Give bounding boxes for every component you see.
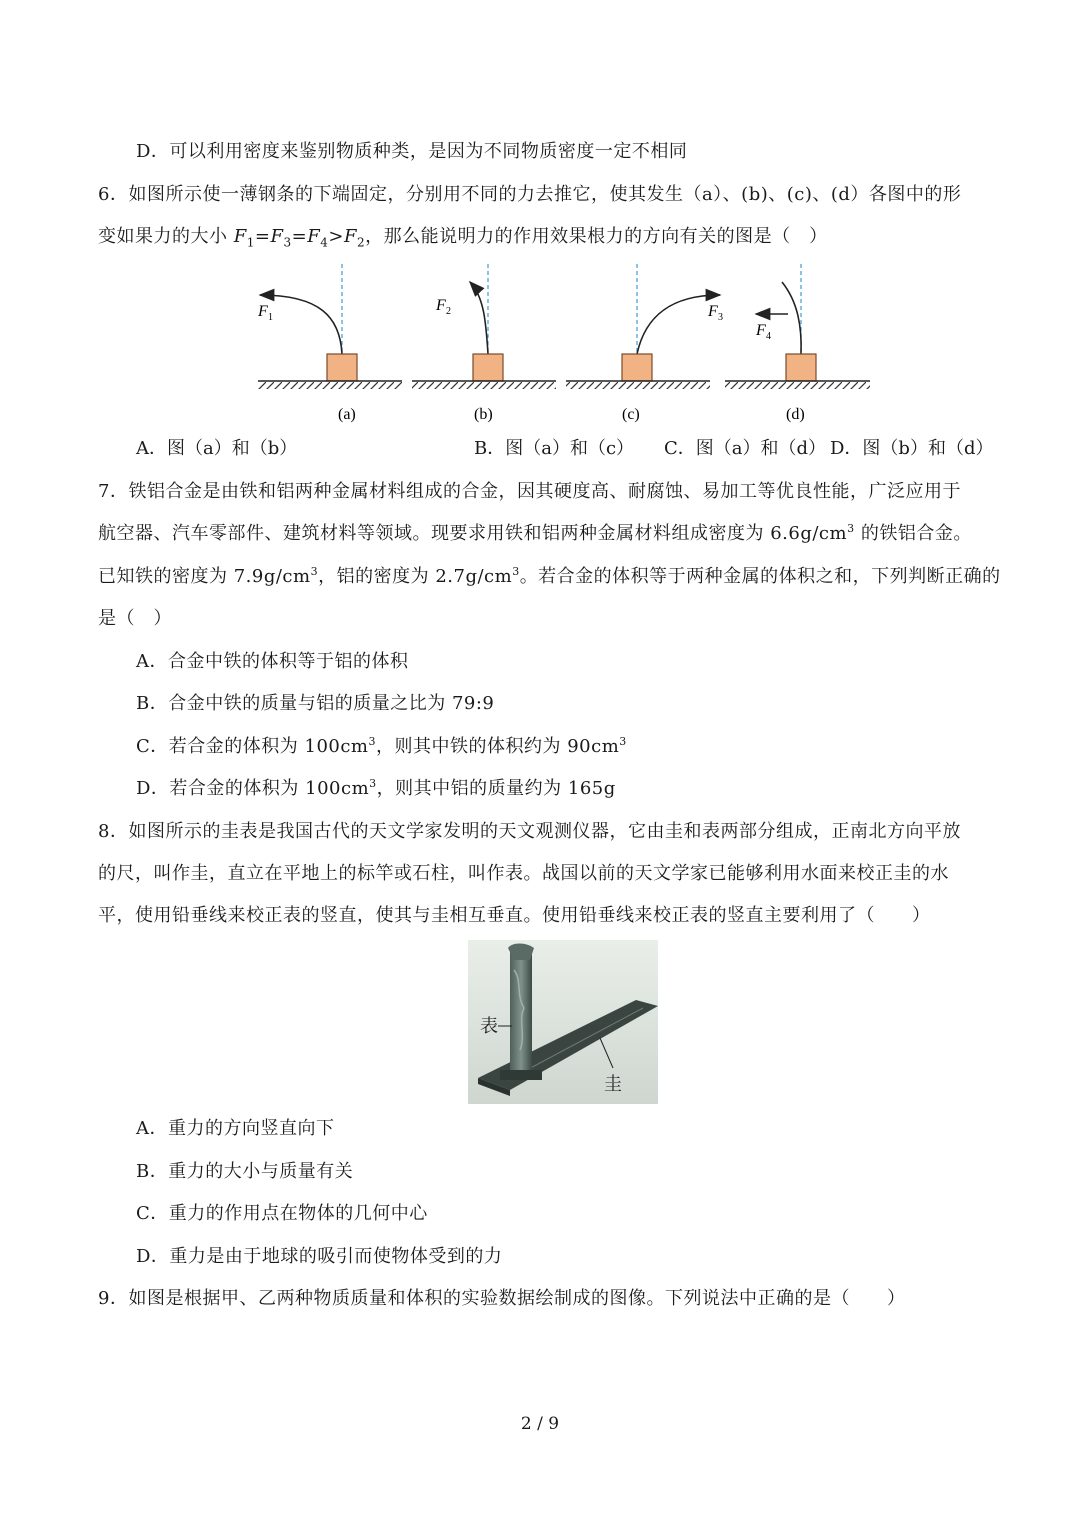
q8-option-a: A．重力的方向竖直向下 xyxy=(136,1118,335,1139)
force-label-f2: F xyxy=(436,297,446,314)
force-f1-arrow xyxy=(260,295,342,354)
q8-option-d: D．重力是由于地球的吸引而使物体受到的力 xyxy=(136,1246,503,1267)
force-label-f1: F xyxy=(258,303,268,320)
q7-option-b: B．合金中铁的质量与铝的质量之比为 79:9 xyxy=(136,693,495,714)
q7-option-d: D．若合金的体积为 $100cm^3$，则其中铝的质量约为 165g xyxy=(136,777,616,799)
q7-option-a: A．合金中铁的体积等于铝的体积 xyxy=(136,651,409,672)
q7-stem-line1: 7．铁铝合金是由铁和铝两种金属材料组成的合金，因其硬度高、耐腐蚀、易加工等优良性能，广泛应用于 xyxy=(98,481,961,502)
q8-stem-line1: 8．如图所示的圭表是我国古代的天文学家发明的天文观测仪器，它由圭和表两部分组成，正南北方向平放 xyxy=(98,821,961,842)
q6-option-d: D．图（b）和（d） xyxy=(830,438,994,459)
panel-a xyxy=(257,264,402,423)
q7-stem-line2: 航空器、汽车零部件、建筑材料等领域。现要求用铁和铝两种金属材料组成密度为 $6.6g/cm^3$ 的铁铝合金。 xyxy=(98,522,972,544)
q7-stem-line3: 已知铁的密度为 $7.9g/cm^3$，铝的密度为 $2.7g/cm^3$。若合金的体积等于两种金属的体积之和，下列判断正确的 xyxy=(98,565,1001,587)
q8-stem-line3: 平，使用铅垂线来校正表的竖直，使其与圭相互垂直。使用铅垂线来校正表的竖直主要利用了（ ） xyxy=(98,905,931,926)
force-label-f4: F xyxy=(756,322,766,339)
svg-text:2: 2 xyxy=(446,306,451,317)
force-f2-arrow xyxy=(470,282,488,354)
panel-d xyxy=(725,264,870,423)
q9-stem-line1: 9．如图是根据甲、乙两种物质质量和体积的实验数据绘制成的图像。下列说法中正确的是（ ） xyxy=(98,1288,906,1309)
q8-stem-line2: 的尺，叫作圭，直立在平地上的标竿或石柱，叫作表。战国以前的天文学家已能够利用水面来校正圭的水 xyxy=(98,863,949,884)
q6-option-a: A．图（a）和（b） xyxy=(136,438,298,459)
q8-option-c: C．重力的作用点在物体的几何中心 xyxy=(136,1203,428,1224)
q6-steel-strip-figure xyxy=(250,262,880,427)
q5-option-d: D．可以利用密度来鉴别物质种类，是因为不同物质密度一定不相同 xyxy=(136,141,688,162)
svg-text:4: 4 xyxy=(766,331,771,342)
force-label-f3: F xyxy=(708,303,718,320)
q7-option-c: C．若合金的体积为 $100cm^3$，则其中铁的体积约为 $90cm^3$ xyxy=(136,735,627,757)
q6-option-c: C．图（a）和（d） xyxy=(664,438,827,459)
panel-label-c: (c) xyxy=(622,406,640,423)
q7-stem-line4: 是（ ） xyxy=(98,608,172,629)
panel-label-a: (a) xyxy=(338,406,356,423)
label-biao: 表 xyxy=(480,1016,498,1036)
panel-c xyxy=(566,264,723,423)
panel-b xyxy=(412,264,556,423)
q6-stem-line2: 变如果力的大小 $F_1=F_3=F_4>F_2$，那么能说明力的作用效果根力的方向有关的图是（ ） xyxy=(98,226,828,250)
svg-text:3: 3 xyxy=(718,312,723,323)
page-number: 2 / 9 xyxy=(520,1414,560,1434)
label-gui: 圭 xyxy=(604,1074,622,1094)
strip-d xyxy=(782,282,801,354)
panel-label-b: (b) xyxy=(474,406,493,423)
guibiao-photo xyxy=(468,940,658,1104)
q6-option-b: B．图（a）和（c） xyxy=(474,438,635,459)
q6-stem-line1: 6．如图所示使一薄钢条的下端固定，分别用不同的力去推它，使其发生（a）、(b)、(c)、(d）各图中的形 xyxy=(98,184,962,205)
q8-option-b: B．重力的大小与质量有关 xyxy=(136,1161,354,1182)
panel-label-d: (d) xyxy=(786,406,805,423)
svg-text:1: 1 xyxy=(268,312,273,323)
